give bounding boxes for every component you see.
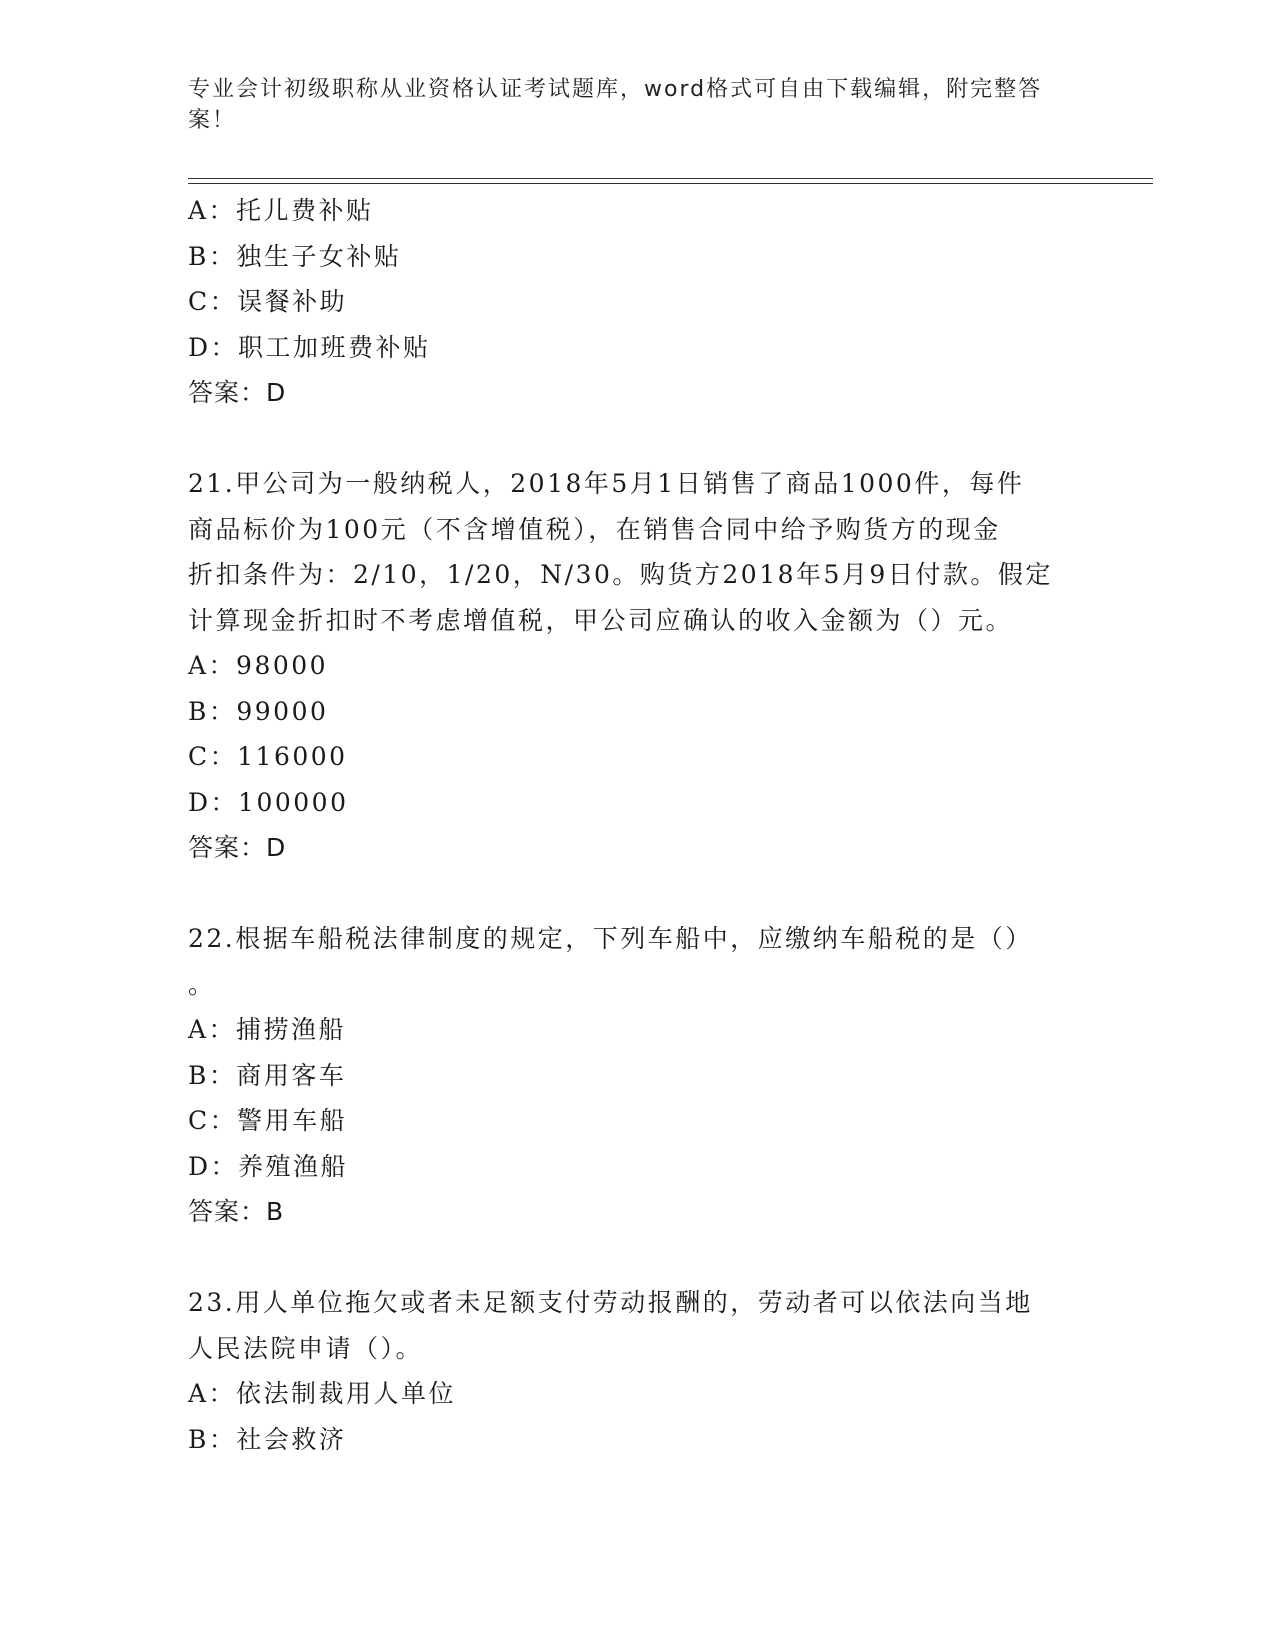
question-stem-line: 计算现金折扣时不考虑增值税，甲公司应确认的收入金额为（）元。: [188, 605, 1014, 635]
header-text-line-1: 专业会计初级职称从业资格认证考试题库，word格式可自由下载编辑，附完整答: [188, 77, 1043, 102]
question-23: [188, 1280, 1068, 1462]
option-c: C：116000: [188, 742, 348, 771]
option-a: A：依法制裁用人单位: [188, 1379, 457, 1408]
question-stem-line: 折扣条件为：2/10，1/20，N/30。购货方2018年5月9日付款。假定: [188, 560, 1053, 589]
header-divider-top: [188, 178, 1153, 179]
question-stem-line: 22.根据车船税法律制度的规定，下列车船中，应缴纳车船税的是（）: [188, 924, 1033, 953]
header-divider-bottom: [188, 183, 1153, 184]
question-stem-line: 23.用人单位拖欠或者未足额支付劳动报酬的，劳动者可以依法向当地: [188, 1288, 1033, 1317]
option-c: C：误餐补助: [188, 287, 348, 316]
answer: 答案：D: [188, 833, 287, 862]
spacer: [188, 416, 1068, 462]
option-b: B：99000: [188, 696, 329, 726]
option-c: C：警用车船: [188, 1106, 348, 1135]
spacer: [188, 1235, 1068, 1281]
option-b: B：社会救济: [188, 1424, 347, 1454]
question-stem-line: 人民法院申请（）。: [188, 1333, 424, 1363]
option-b: B：独生子女补贴: [188, 241, 402, 271]
question-stem-line: 商品标价为100元（不含增值税），在销售合同中给予购货方的现金: [188, 514, 1001, 544]
answer: 答案：B: [188, 1197, 285, 1226]
question-list: [188, 188, 1068, 1462]
option-b: B：商用客车: [188, 1060, 347, 1090]
question-20: [188, 188, 1068, 416]
option-d: D：职工加班费补贴: [188, 332, 431, 362]
option-a: A：98000: [188, 651, 329, 680]
option-a: A：捕捞渔船: [188, 1015, 347, 1044]
option-a: A：托儿费补贴: [188, 196, 374, 225]
spacer: [188, 871, 1068, 917]
question-stem-line: 。: [188, 969, 216, 999]
question-22: [188, 916, 1068, 1235]
header-text-line-2: 案！: [188, 108, 237, 133]
document-header: [188, 74, 1068, 136]
option-d: D：养殖渔船: [188, 1151, 349, 1181]
option-d: D：100000: [188, 787, 349, 817]
question-21: [188, 461, 1068, 871]
answer: 答案：D: [188, 378, 287, 407]
question-stem-line: 21.甲公司为一般纳税人，2018年5月1日销售了商品1000件，每件: [188, 469, 1025, 498]
